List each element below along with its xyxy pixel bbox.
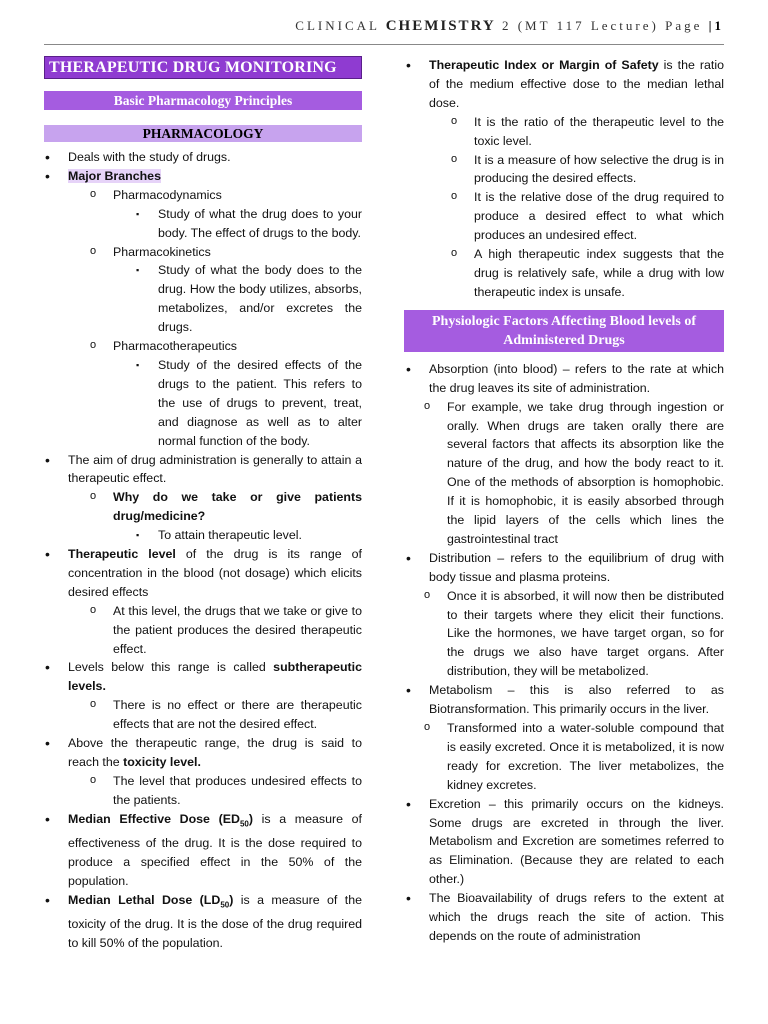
- term-desc: is a measure of the toxicity of the drug. It is the dose of the drug required to kill 50% of the population.: [68, 892, 362, 951]
- branch-desc: Study of what the body does to the drug. How the body utilizes, absorbs, metabolizes, and/or excretes the drugs.: [158, 263, 362, 335]
- therapeutic-index-list: [404, 56, 724, 302]
- list-item: [404, 719, 724, 795]
- term: toxicity level.: [123, 755, 201, 769]
- list-item: [44, 261, 362, 337]
- list-item: [44, 356, 362, 451]
- header-course-part2: CHEMISTRY: [385, 18, 496, 34]
- item-text: Once it is absorbed, it will now then be distributed to their targets where they elicit their functions. Like the hormones, we have target organ, so for the drugs we also have target organs. After distribution, they will be metabolized.: [447, 588, 724, 679]
- physiologic-factors-heading: Physiologic Factors Affecting Blood levels of Administered Drugs: [404, 310, 724, 352]
- term-desc: is a measure of effectiveness of the drug. It is the dose required to produce a specified effect in the 50% of the population.: [68, 811, 362, 888]
- branch-name: Pharmacodynamics: [113, 187, 222, 202]
- item-text: At this level, the drugs that we take or give to the patient produces the desired therapeutic effect.: [113, 603, 362, 656]
- term: Therapeutic Index or Margin of Safety: [429, 58, 659, 72]
- list-item: [404, 360, 724, 398]
- item-text: Deals with the study of drugs.: [68, 150, 231, 164]
- term: [68, 811, 253, 829]
- page-number: 1: [714, 18, 722, 33]
- list-item: [44, 186, 362, 205]
- item-text: It is a measure of how selective the drug is in producing the desired effects.: [474, 152, 724, 186]
- item-text: Distribution – refers to the equilibrium of drug with body tissue and plasma proteins.: [429, 550, 724, 584]
- term-close: ): [248, 811, 253, 826]
- list-item: [44, 891, 362, 953]
- item-text: Levels below this range is called: [68, 660, 274, 675]
- term-subscript: 50: [220, 900, 230, 910]
- header-rule: [44, 44, 724, 45]
- item-text: It is the ratio of the therapeutic level to the toxic level.: [474, 114, 724, 148]
- term: [68, 892, 234, 910]
- list-item: [44, 243, 362, 262]
- physiologic-factors-list: [404, 360, 724, 946]
- term-subscript: 50: [239, 819, 249, 829]
- major-branches-label: Major Branches: [68, 168, 161, 183]
- term-text: Median Effective Dose (ED: [68, 811, 240, 826]
- header-course-part1: CLINICAL: [295, 18, 380, 33]
- item-text: It is the relative dose of the drug required to produce a desired effect to what which produces an undesired effect.: [474, 190, 724, 243]
- term-desc: of the drug is its range of concentration in the blood (not dosage) which elicits desired effects: [68, 547, 362, 599]
- pharmacology-list: [44, 148, 362, 953]
- answer-text: To attain therapeutic level.: [158, 528, 302, 543]
- right-column: [404, 56, 724, 946]
- branch-name: Pharmacotherapeutics: [113, 339, 237, 354]
- list-item: [44, 167, 362, 186]
- branch-name: Pharmacokinetics: [113, 244, 211, 259]
- item-text: There is no effect or there are therapeutic effects that are not the desired effect.: [113, 698, 362, 732]
- list-item: [44, 602, 362, 659]
- list-item: [404, 188, 724, 245]
- list-item: [44, 545, 362, 602]
- branch-desc: Study of what the drug does to your body. The effect of drugs to the body.: [158, 206, 362, 240]
- list-item: [404, 587, 724, 682]
- list-item: [404, 245, 724, 302]
- list-item: [404, 398, 724, 549]
- list-item: [404, 113, 724, 151]
- item-text: The level that produces undesired effects to the patients.: [113, 773, 362, 807]
- item-text: Absorption (into blood) – refers to the rate at which the drug leaves its site of administration.: [429, 361, 724, 395]
- document-title: THERAPEUTIC DRUG MONITORING: [44, 56, 362, 79]
- question-text: Why do we take or give patients drug/medicine?: [113, 490, 362, 524]
- item-text: Above the therapeutic range, the drug is said to reach the: [68, 736, 362, 769]
- list-item: [404, 151, 724, 189]
- list-item: [44, 148, 362, 167]
- left-column: [44, 56, 362, 953]
- page-header: [0, 18, 768, 40]
- header-text: [295, 18, 722, 35]
- item-text: Transformed into a water-soluble compound that is easily excreted. Once it is metabolized, it is now ready for excretion. The liver metabolizes, the kidney excretes.: [447, 721, 724, 792]
- list-item: [404, 795, 724, 890]
- item-text: For example, we take drug through ingestion or orally. When drugs are taken orally there are several factors that affects its absorption like the nature of the drug, and how the body react to it. One of the methods of absorption is homophobic. If it is homophobic, it is easily absorbed through the lipid layers of the cells which lines the gastrointestinal tract: [447, 399, 724, 546]
- item-text: The aim of drug administration is generally to attain a therapeutic effect.: [68, 452, 362, 486]
- term: subtherapeutic levels.: [68, 660, 362, 694]
- section-subtitle: Basic Pharmacology Principles: [44, 91, 362, 110]
- branch-desc: Study of the desired effects of the drugs to the patient. This refers to the use of drugs to prevent, treat, and diagnose as well as to alter normal function of the body.: [158, 357, 362, 448]
- list-item: [44, 337, 362, 356]
- list-item: [44, 451, 362, 489]
- item-text: Excretion – this primarily occurs on the kidneys. Some drugs are excreted in through the liver. Metabolism and Excretion are sometimes referred to as Elimination. (Because they are related to each other.): [429, 796, 724, 887]
- list-item: [44, 772, 362, 810]
- list-item: [404, 889, 724, 946]
- list-item: [404, 549, 724, 587]
- list-item: [404, 681, 724, 719]
- item-text: The Bioavailability of drugs refers to the extent at which the drugs reach the site of action. This depends on the route of administration: [429, 891, 724, 943]
- header-course-part3: 2 (MT 117 Lecture) Page: [501, 18, 703, 33]
- list-item: [44, 810, 362, 891]
- list-item: [44, 658, 362, 696]
- list-item: [44, 734, 362, 772]
- header-separator: |: [708, 18, 715, 33]
- list-item: [44, 205, 362, 243]
- item-text: A high therapeutic index suggests that the drug is relatively safe, while a drug with low therapeutic index is unsafe.: [474, 247, 724, 299]
- pharmacology-heading: PHARMACOLOGY: [44, 125, 362, 142]
- term-close: ): [229, 892, 234, 907]
- term: Therapeutic level: [68, 547, 176, 562]
- term-text: Median Lethal Dose (LD: [68, 892, 221, 907]
- list-item: [44, 526, 362, 545]
- list-item: [404, 56, 724, 113]
- item-text: Metabolism – this is also referred to as Biotransformation. This primarily occurs in the liver.: [429, 683, 724, 717]
- list-item: [44, 696, 362, 734]
- list-item: [44, 488, 362, 526]
- term-desc: is the ratio of the medium effective dose to the median lethal dose.: [429, 58, 724, 110]
